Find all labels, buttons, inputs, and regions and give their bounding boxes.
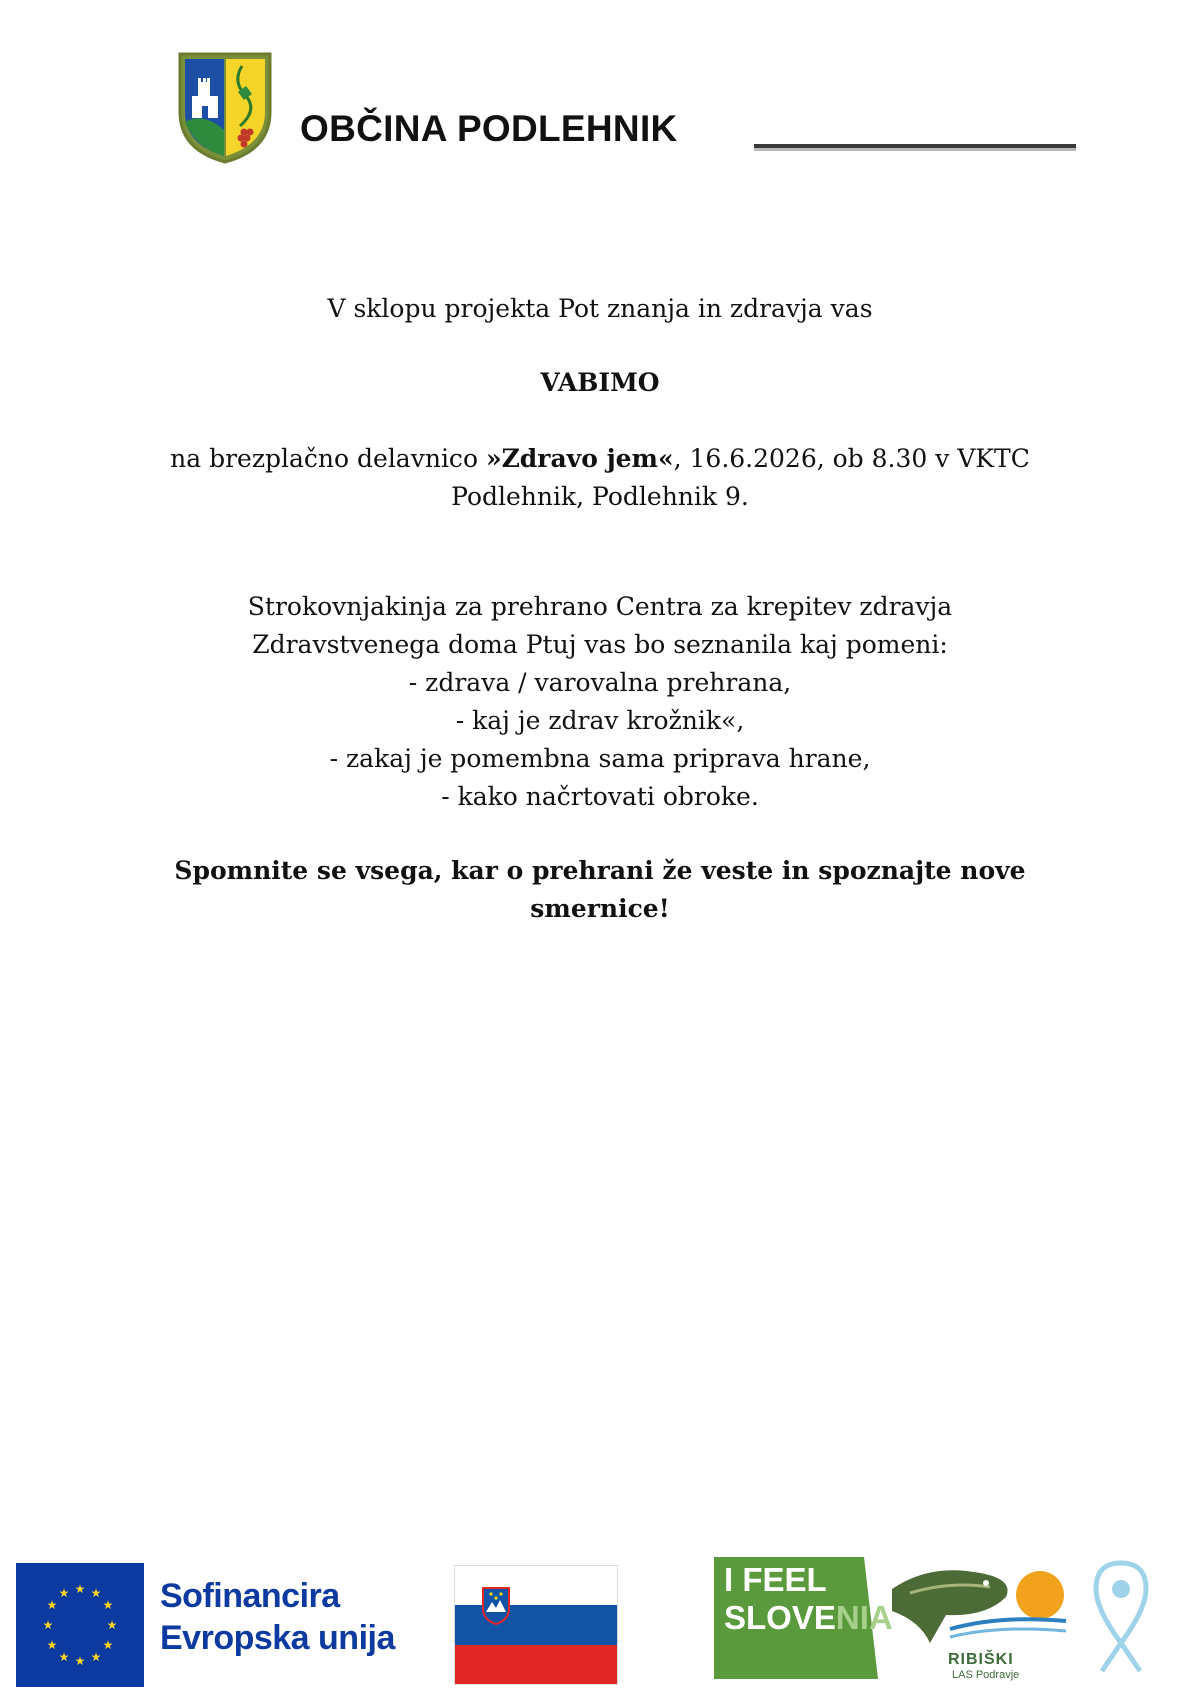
svg-text:★: ★	[46, 1638, 58, 1652]
intro-text: V sklopu projekta Pot znanja in zdravja vas	[327, 294, 873, 323]
eu-line-2: Evropska unija	[160, 1619, 395, 1657]
event-location: Podlehnik, Podlehnik 9.	[451, 482, 749, 511]
svg-text:★: ★	[106, 1618, 118, 1632]
location-pin-icon	[1090, 1559, 1152, 1675]
ribiski-name: RIBIŠKI	[948, 1651, 1014, 1668]
eu-line-1: Sofinancira	[160, 1577, 340, 1615]
event-line	[120, 440, 1080, 478]
svg-text:★: ★	[58, 1650, 70, 1664]
event-details: , 16.6.2026, ob 8.30 v VKTC	[673, 444, 1030, 473]
closing-line-2: smernice!	[530, 894, 670, 923]
municipality-name: OBČINA PODLEHNIK	[300, 108, 678, 149]
eu-cofunding-text	[160, 1575, 395, 1659]
ifeel-line-1: I FEEL	[724, 1561, 827, 1598]
event-name: »Zdravo jem«	[485, 444, 674, 473]
svg-text:★: ★	[90, 1586, 102, 1600]
ifeel-line-2: SLOVENIA	[724, 1599, 893, 1636]
description-line-1: Strokovnjakinja za prehrano Centra za krepitev zdravja	[247, 592, 953, 621]
slovenia-coat-of-arms-icon	[481, 1586, 511, 1626]
podlehnik-crest-icon	[176, 52, 274, 164]
svg-text:★: ★	[74, 1654, 86, 1668]
invitation-heading: VABIMO	[540, 368, 660, 397]
topic-item: - kako načrtovati obroke.	[441, 782, 759, 811]
description-line-2: Zdravstvenega doma Ptuj vas bo seznanila kaj pomeni:	[252, 630, 948, 659]
header-rule	[754, 144, 1076, 151]
svg-text:★: ★	[102, 1638, 114, 1652]
svg-text:★: ★	[90, 1650, 102, 1664]
topic-item: - kaj je zdrav krožnik«,	[455, 706, 745, 735]
eu-flag-icon	[16, 1563, 144, 1687]
sponsor-footer	[0, 1555, 1200, 1695]
letterhead	[176, 52, 1076, 172]
ribiski-subtitle: LAS Podravje	[952, 1669, 1020, 1681]
slovenia-flag-icon	[454, 1565, 618, 1685]
topic-item: - zdrava / varovalna prehrana,	[408, 668, 792, 697]
closing-line-1: Spomnite se vsega, kar o prehrani že veste in spoznajte nove	[174, 856, 1026, 885]
event-prefix: na brezplačno delavnico	[170, 444, 486, 473]
svg-text:★: ★	[46, 1598, 58, 1612]
i-feel-slovenia-text	[724, 1561, 893, 1637]
svg-text:★: ★	[42, 1618, 54, 1632]
svg-text:★: ★	[102, 1598, 114, 1612]
invitation-body	[120, 290, 1080, 928]
svg-text:★: ★	[74, 1582, 86, 1596]
topic-item: - zakaj je pomembna sama priprava hrane,	[329, 744, 871, 773]
svg-text:★: ★	[58, 1586, 70, 1600]
